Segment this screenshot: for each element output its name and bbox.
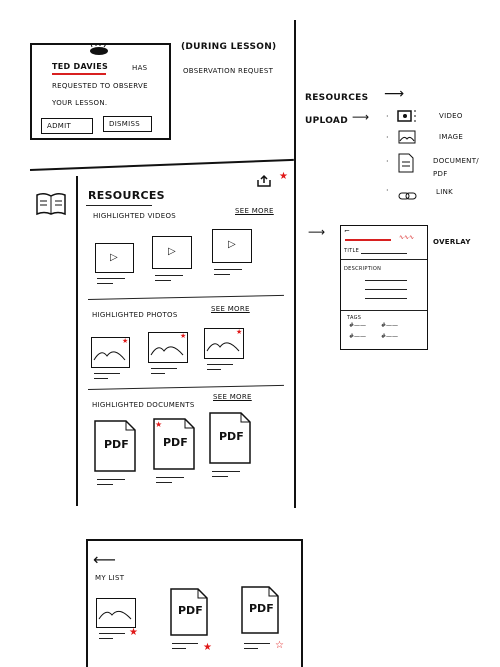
video-thumbnail-2[interactable] <box>152 236 192 269</box>
legend-image-label: IMAGE <box>439 133 464 141</box>
pdf-document-1[interactable] <box>94 420 136 472</box>
caption-line <box>155 280 171 281</box>
back-arrow-icon[interactable]: ⟵ <box>93 550 116 569</box>
title-field-label: TITLE <box>344 248 360 254</box>
photos-see-more-link[interactable]: SEE MORE <box>211 305 250 313</box>
bullet-dot: · <box>386 112 389 121</box>
upload-status-scribble: ∿∿∿ <box>399 234 415 241</box>
tag-chip[interactable]: #—— <box>381 333 399 340</box>
bullet-dot: · <box>386 133 389 142</box>
favorite-star-icon[interactable]: ★ <box>155 420 163 429</box>
bullet-dot: · <box>386 186 389 195</box>
play-icon: ▷ <box>110 252 118 263</box>
document-icon <box>398 153 414 177</box>
pdf-label: PDF <box>178 604 203 617</box>
caption-line <box>94 373 120 374</box>
dismiss-button[interactable]: DISMISS <box>103 116 152 132</box>
admit-button[interactable]: ADMIT <box>41 118 93 134</box>
my-list-pdf-item-2[interactable] <box>241 586 279 634</box>
arrow-right-icon: ⟶ <box>384 86 405 102</box>
favorite-star-icon[interactable]: ★ <box>236 328 243 336</box>
favorite-star-icon[interactable]: ★ <box>180 332 187 340</box>
during-lesson-subtitle: OBSERVATION REQUEST <box>183 67 274 75</box>
request-text-line3: YOUR LESSON. <box>52 99 108 107</box>
upload-icon[interactable] <box>257 172 271 191</box>
favorite-star-icon[interactable]: ★ <box>129 627 138 638</box>
caption-line <box>212 471 240 472</box>
photo-thumbnail-1[interactable] <box>91 337 130 368</box>
pdf-label: PDF <box>163 436 188 449</box>
resources-legend-label: RESOURCES <box>305 93 369 103</box>
tag-chip[interactable]: #—— <box>349 333 367 340</box>
documents-heading: HIGHLIGHTED DOCUMENTS <box>92 401 195 409</box>
bullet-dot: · <box>386 157 389 166</box>
tags-field-label: TAGS <box>347 315 362 321</box>
caption-line <box>156 482 172 483</box>
caption-line <box>97 484 113 485</box>
image-icon <box>398 129 416 148</box>
overlay-annotation: OVERLAY <box>433 238 471 246</box>
request-text-has: HAS <box>132 64 148 72</box>
caption-line <box>207 364 233 365</box>
name-underline <box>52 73 106 75</box>
requester-name: TED DAVIES <box>52 62 109 71</box>
caption-line <box>207 369 221 370</box>
videos-heading: HIGHLIGHTED VIDEOS <box>93 212 177 220</box>
book-icon[interactable] <box>35 192 67 220</box>
tag-chip[interactable]: #—— <box>349 322 367 329</box>
description-field-label: DESCRIPTION <box>344 266 382 272</box>
video-camera-icon <box>396 108 422 127</box>
video-thumbnail-1[interactable] <box>95 243 134 273</box>
description-field-input-line[interactable] <box>365 280 407 281</box>
photo-thumbnail-2[interactable] <box>148 332 188 363</box>
field-divider <box>341 310 427 311</box>
photo-thumbnail-3[interactable] <box>204 328 244 359</box>
play-icon: ▷ <box>168 246 176 257</box>
section-divider <box>88 385 284 390</box>
request-text-line2: REQUESTED TO OBSERVE <box>52 82 148 90</box>
photos-heading: HIGHLIGHTED PHOTOS <box>92 311 178 319</box>
legend-link-label: LINK <box>436 188 453 196</box>
link-icon <box>398 186 418 205</box>
caption-line <box>99 638 113 639</box>
pdf-document-2[interactable] <box>153 418 195 470</box>
caption-line <box>151 368 177 369</box>
caption-line <box>97 479 125 480</box>
pdf-label: PDF <box>104 438 129 451</box>
pdf-document-3[interactable] <box>209 412 251 464</box>
description-field-input-line[interactable] <box>365 298 407 299</box>
caption-line <box>172 648 186 649</box>
caption-line <box>97 278 125 279</box>
observation-request-card <box>30 43 171 140</box>
pdf-label: PDF <box>219 430 244 443</box>
upload-overlay-form <box>340 225 428 350</box>
during-lesson-title: (DURING LESSON) <box>181 42 277 52</box>
eye-icon <box>88 41 110 60</box>
header-bottom-line <box>30 159 294 171</box>
video-thumbnail-3[interactable] <box>212 229 252 263</box>
resources-title: RESOURCES <box>88 189 165 202</box>
my-list-photo-item[interactable] <box>96 598 136 628</box>
caption-line <box>97 283 113 284</box>
form-progress-line <box>345 239 391 241</box>
favorite-star-icon[interactable]: ★ <box>203 642 212 653</box>
my-list-left-rail <box>86 539 88 667</box>
upload-legend-label: UPLOAD <box>305 116 348 126</box>
caption-line <box>244 648 258 649</box>
arrow-right-icon: ⟶ <box>308 225 326 239</box>
caption-line <box>212 476 228 477</box>
videos-see-more-link[interactable]: SEE MORE <box>235 207 274 215</box>
favorite-star-icon[interactable]: ★ <box>122 337 129 345</box>
documents-see-more-link[interactable]: SEE MORE <box>213 393 252 401</box>
caption-line <box>99 633 125 634</box>
caption-line <box>94 378 108 379</box>
field-divider <box>341 259 427 260</box>
arrow-right-icon: ⟶ <box>352 110 370 124</box>
caption-line <box>244 643 270 644</box>
my-list-title: MY LIST <box>95 574 125 582</box>
caption-line <box>214 269 242 270</box>
resources-title-underline <box>86 205 152 206</box>
legend-video-label: VIDEO <box>439 112 463 120</box>
my-list-pdf-item-1[interactable] <box>170 588 208 636</box>
caption-line <box>214 274 230 275</box>
caption-line <box>151 373 165 374</box>
resources-left-rail <box>76 176 78 506</box>
my-list-top-line <box>86 539 303 541</box>
description-field-input-line[interactable] <box>365 289 407 290</box>
pdf-label: PDF <box>249 602 274 615</box>
caption-line <box>172 643 198 644</box>
title-field-input[interactable] <box>361 253 407 254</box>
favorite-star-outline-icon[interactable]: ☆ <box>275 640 284 651</box>
main-frame-vertical-divider <box>294 20 296 508</box>
favorite-star-icon[interactable]: ★ <box>279 171 288 182</box>
caption-line <box>155 275 183 276</box>
my-list-right-rail <box>301 539 303 667</box>
tag-chip[interactable]: #—— <box>381 322 399 329</box>
close-icon[interactable]: ⌐ <box>344 227 350 235</box>
caption-line <box>156 477 184 478</box>
play-icon: ▷ <box>228 239 236 250</box>
section-divider <box>88 295 284 300</box>
legend-document-label: DOCUMENT/ PDF <box>433 157 479 178</box>
